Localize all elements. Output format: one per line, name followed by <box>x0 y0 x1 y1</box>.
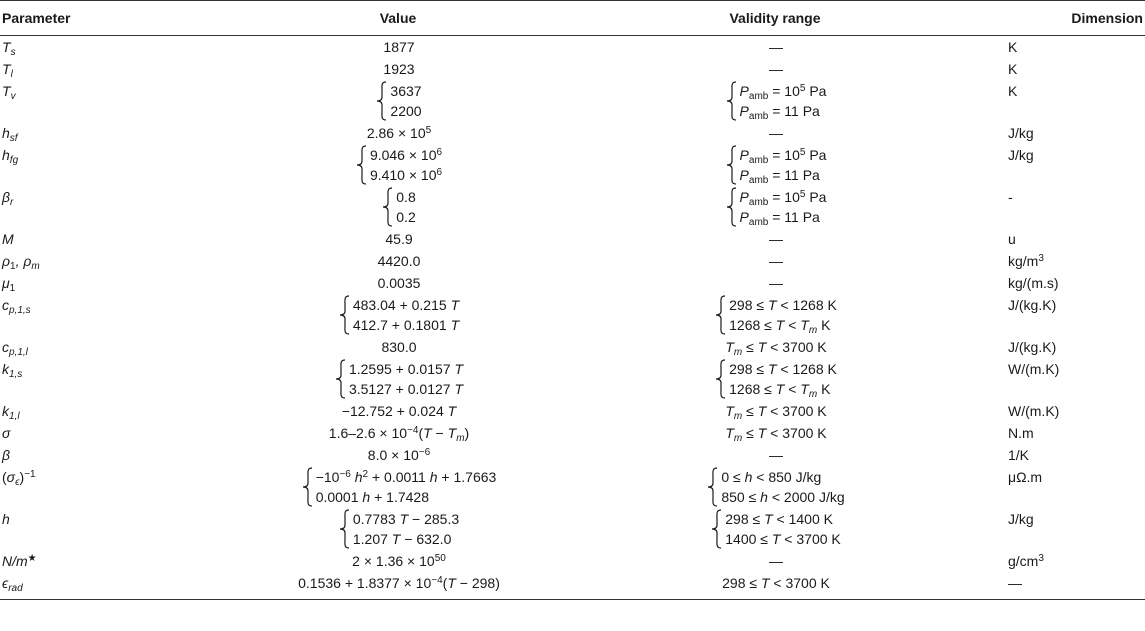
cell-parameter: $c_{p,1,s}$ <box>2 297 31 316</box>
range-line: 1400 ≤ T < 3700 K <box>725 531 841 547</box>
value-piecewise <box>335 359 463 399</box>
cell-parameter: $\epsilon_{rad}$ <box>0 572 248 600</box>
cell-value <box>248 550 550 572</box>
value-text: $2 \times 1.36 \times 10^{50}$ <box>352 553 446 569</box>
range-line: 0 ≤ h < 850 J/kg <box>721 469 822 485</box>
range-text: — <box>769 39 783 55</box>
range-text: 298 ≤ T < 3700 K <box>722 575 830 591</box>
header-row <box>0 1 1145 36</box>
table-row <box>0 250 1145 272</box>
range-line: 298 ≤ T < 1268 K <box>729 361 837 377</box>
table-row <box>0 36 1145 59</box>
cell-dimension: N.m <box>1008 425 1034 441</box>
value-line: 0.8 <box>396 189 416 205</box>
brace-icon <box>382 187 394 227</box>
cell-validity-range <box>550 294 1002 336</box>
range-line: $1268 \le T < T_m$ K <box>729 317 831 336</box>
range-line: $P_{amb} = 11$ Pa <box>739 209 820 228</box>
cell-dimension: J/kg <box>1008 147 1034 163</box>
range-piecewise <box>711 509 841 549</box>
table-body <box>0 36 1145 600</box>
value-piecewise <box>382 187 415 227</box>
cell-validity-range <box>550 144 1002 186</box>
cell-value <box>248 36 550 59</box>
cell-dimension: J/kg <box>1008 125 1034 141</box>
cell-dimension: 1/K <box>1008 447 1030 463</box>
value-text: 0.0035 <box>377 275 421 291</box>
cell-parameter: σ <box>2 425 11 441</box>
cell-parameter: $T_v$ <box>2 83 16 102</box>
value-piecewise <box>302 467 497 507</box>
value-line: $-10^{-6}$ $h^2 + 0.0011$ h + 1.7663 <box>315 469 497 485</box>
cell-validity-range <box>550 36 1002 59</box>
cell-parameter: β <box>2 447 10 463</box>
range-line: $P_{amb} = 10^5$ Pa <box>739 189 827 208</box>
range-text: — <box>769 275 783 291</box>
table-row <box>0 336 1145 358</box>
cell-value <box>248 422 550 444</box>
brace-icon <box>707 467 719 507</box>
value-piecewise <box>356 145 442 185</box>
table-row <box>0 422 1145 444</box>
value-text: −12.752 + 0.024 T <box>341 403 457 419</box>
cell-validity-range <box>550 122 1002 144</box>
table-row <box>0 550 1145 572</box>
brace-icon <box>335 359 347 399</box>
brace-icon <box>376 81 388 121</box>
cell-validity-range <box>550 58 1002 80</box>
cell-value <box>248 58 550 80</box>
range-line: $P_{amb} = 10^5$ Pa <box>739 83 827 102</box>
cell-value <box>248 294 550 336</box>
brace-icon <box>339 509 351 549</box>
brace-icon <box>715 359 727 399</box>
cell-validity-range <box>550 572 1002 600</box>
cell-validity-range <box>550 250 1002 272</box>
value-text: $0.1536 + 1.8377 \times 10^{-4}(T - 298)$ <box>298 575 500 591</box>
cell-value <box>248 144 550 186</box>
cell-dimension: K <box>1008 39 1018 55</box>
cell-value <box>248 444 550 466</box>
header-parameter: Parameter <box>0 1 248 36</box>
table-row <box>0 144 1145 186</box>
brace-icon <box>302 467 314 507</box>
table-row <box>0 80 1145 122</box>
value-line: 1.207 T − 632.0 <box>352 531 452 547</box>
cell-parameter: $\beta_r$ <box>2 189 14 208</box>
value-line: $9.046 \times 10^6$ <box>369 147 443 163</box>
range-line: 298 ≤ T < 1268 K <box>729 297 837 313</box>
range-piecewise <box>726 187 827 227</box>
range-piecewise <box>715 295 837 335</box>
cell-dimension: — <box>1002 572 1145 600</box>
cell-validity-range <box>550 228 1002 250</box>
cell-parameter: $T_l$ <box>2 61 13 80</box>
value-line: $9.410 \times 10^6$ <box>369 167 443 183</box>
range-line: $P_{amb} = 10^5$ Pa <box>739 147 827 166</box>
value-line: 3.5127 + 0.0127 T <box>348 381 464 397</box>
cell-parameter: $\mu_1$ <box>2 275 16 294</box>
range-line: 850 ≤ h < 2000 J/kg <box>721 489 845 505</box>
brace-icon <box>339 295 351 335</box>
cell-parameter: $\rho_1$, $\rho_m$ <box>2 253 40 272</box>
cell-dimension: - <box>1008 189 1013 205</box>
cell-dimension: $kg/m^3$ <box>1008 253 1044 269</box>
range-text: $T_m \le T < 3700$ K <box>725 339 827 358</box>
cell-parameter: $c_{p,1,l}$ <box>2 339 28 358</box>
cell-parameter: N/m★ <box>2 553 37 569</box>
table-row <box>0 508 1145 550</box>
cell-parameter: $(\sigma_\epsilon)^{-1}$ <box>2 469 36 488</box>
table-row <box>0 572 1145 600</box>
value-text: 1923 <box>383 61 415 77</box>
table-row <box>0 122 1145 144</box>
cell-value <box>248 228 550 250</box>
range-text: — <box>769 447 783 463</box>
range-piecewise <box>707 467 844 507</box>
cell-parameter: $T_s$ <box>2 39 16 58</box>
cell-parameter: $k_{1,l}$ <box>2 403 20 422</box>
value-line: 0.7783 T − 285.3 <box>352 511 460 527</box>
value-line: 2200 <box>390 103 422 119</box>
cell-value <box>248 508 550 550</box>
cell-dimension: μΩ.m <box>1008 469 1043 485</box>
cell-validity-range <box>550 80 1002 122</box>
value-line: 412.7 + 0.1801 T <box>352 317 460 333</box>
table-row <box>0 466 1145 508</box>
cell-value <box>248 80 550 122</box>
header-validity-range: Validity range <box>550 1 1002 36</box>
cell-value <box>248 358 550 400</box>
cell-validity-range <box>550 272 1002 294</box>
cell-validity-range <box>550 508 1002 550</box>
range-piecewise <box>726 81 827 121</box>
header-value: Value <box>248 1 550 36</box>
cell-validity-range <box>550 422 1002 444</box>
brace-icon <box>726 187 738 227</box>
cell-dimension: u <box>1008 231 1016 247</box>
value-text: $1.6-2.6 \times 10^{-4}(T - T_m)$ <box>328 425 470 444</box>
table-row <box>0 400 1145 422</box>
value-line: 483.04 + 0.215 T <box>352 297 460 313</box>
cell-dimension: W/(m.K) <box>1008 361 1060 377</box>
value-text: 4420.0 <box>377 253 421 269</box>
table-row <box>0 58 1145 80</box>
range-text: — <box>769 553 783 569</box>
cell-parameter: $h_{fg}$ <box>2 147 19 166</box>
value-line: 3637 <box>390 83 422 99</box>
brace-icon <box>726 145 738 185</box>
cell-validity-range <box>550 336 1002 358</box>
value-text: $8.0 \times 10^{-6}$ <box>367 447 431 463</box>
range-text: — <box>769 61 783 77</box>
brace-icon <box>356 145 368 185</box>
range-text: — <box>769 125 783 141</box>
value-text: $2.86 \times 10^5$ <box>366 125 432 141</box>
cell-value <box>248 272 550 294</box>
cell-dimension: J/kg <box>1008 511 1034 527</box>
cell-parameter: h <box>2 511 10 527</box>
range-text: $T_m \le T < 3700$ K <box>725 403 827 422</box>
cell-validity-range <box>550 186 1002 228</box>
header-dimension: Dimension <box>1002 1 1145 36</box>
value-line: 0.2 <box>396 209 416 225</box>
cell-validity-range <box>550 466 1002 508</box>
value-text: 45.9 <box>385 231 413 247</box>
cell-value <box>248 186 550 228</box>
cell-dimension: J/(kg.K) <box>1008 297 1057 313</box>
table-row <box>0 294 1145 336</box>
cell-value <box>248 250 550 272</box>
range-line: $P_{amb} = 11$ Pa <box>739 103 820 122</box>
value-piecewise <box>339 509 459 549</box>
range-text: $T_m \le T < 3700$ K <box>725 425 827 444</box>
cell-value <box>248 572 550 600</box>
value-text: 1877 <box>383 39 415 55</box>
value-text: 830.0 <box>381 339 417 355</box>
table-row <box>0 228 1145 250</box>
cell-validity-range <box>550 550 1002 572</box>
cell-parameter: $k_{1,s}$ <box>2 361 23 380</box>
cell-dimension: W/(m.K) <box>1008 403 1060 419</box>
range-line: 298 ≤ T < 1400 K <box>725 511 833 527</box>
range-text: — <box>769 231 783 247</box>
cell-parameter: $h_{sf}$ <box>2 125 18 144</box>
cell-dimension: K <box>1008 61 1018 77</box>
cell-dimension: K <box>1008 83 1018 99</box>
range-piecewise <box>726 145 827 185</box>
cell-dimension: kg/(m.s) <box>1008 275 1059 291</box>
cell-value <box>248 122 550 144</box>
table-row <box>0 272 1145 294</box>
cell-validity-range <box>550 358 1002 400</box>
range-text: — <box>769 253 783 269</box>
table-row <box>0 358 1145 400</box>
value-line: 1.2595 + 0.0157 T <box>348 361 464 377</box>
value-line: 0.0001 h + 1.7428 <box>315 489 429 505</box>
value-piecewise <box>339 295 459 335</box>
cell-parameter: M <box>2 231 14 247</box>
range-piecewise <box>715 359 837 399</box>
table-row <box>0 444 1145 466</box>
cell-dimension: J/(kg.K) <box>1008 339 1057 355</box>
table-row <box>0 186 1145 228</box>
cell-dimension: $g/cm^3$ <box>1008 553 1044 569</box>
brace-icon <box>726 81 738 121</box>
range-line: $P_{amb} = 11$ Pa <box>739 167 820 186</box>
cell-validity-range <box>550 400 1002 422</box>
cell-validity-range <box>550 444 1002 466</box>
cell-value <box>248 466 550 508</box>
brace-icon <box>711 509 723 549</box>
value-piecewise <box>376 81 421 121</box>
cell-value <box>248 400 550 422</box>
cell-value <box>248 336 550 358</box>
range-line: $1268 \le T < T_m$ K <box>729 381 831 400</box>
brace-icon <box>715 295 727 335</box>
